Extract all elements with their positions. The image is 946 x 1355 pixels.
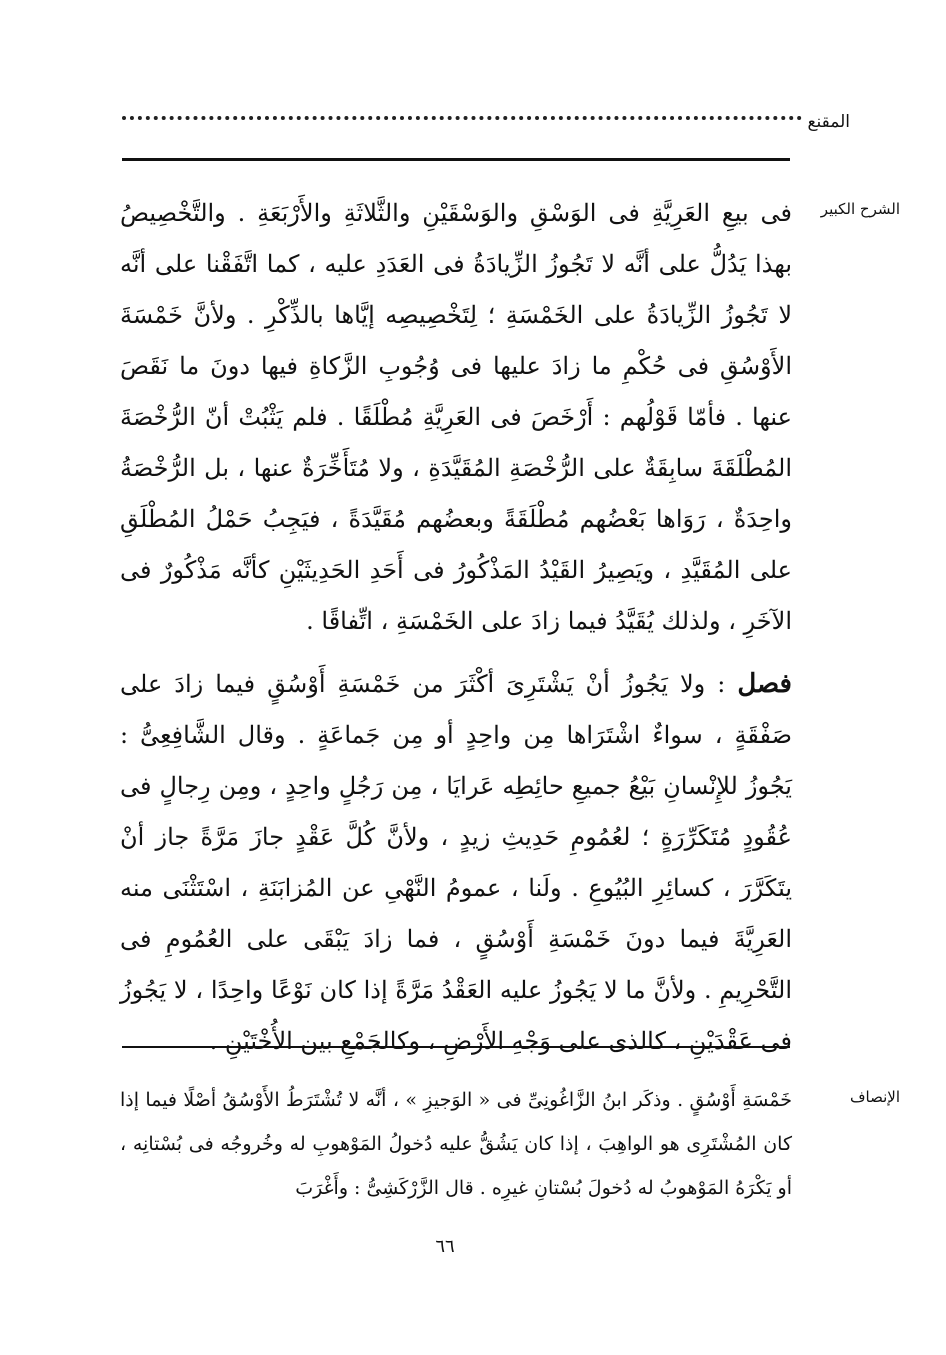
insaf-text-block [120, 1078, 792, 1210]
fasl-heading: فصل [737, 669, 792, 699]
main-text-block [120, 188, 792, 1067]
section-label-sharh: الشرح الكبير [820, 200, 900, 218]
header-rule [122, 158, 790, 161]
main-paragraph-1: فى بيعِ العَرِيَّةِ فى الوَسْقِ والوَسْقَيْنِ والثَّلاثَةِ والأَرْبَعَةِ . والتَّخْصِيصُ بهذا يَدُلُّ على أنَّه لا تَجُوزُ الزِّيادَةُ فى العَدَدِ عليه ، كما اتَّفَقْنا على أنَّه لا تَجُوزُ الزِّيادَةُ على الخَمْسَةِ ؛ لِتَخْصِيصِه إيَّاها بالذِّكْرِ . ولأنَّ خَمْسَةَ الأَوْسُقِ فى حُكْمِ ما زادَ عليها فى وُجُوبِ الزَّكاةِ فيها دونَ ما نَقَصَ عنها . فأمّا قَوْلُهم : أَرْخَصَ فى العَرِيَّةِ مُطْلَقًا . فلم يَثْبُتْ أنّ الرُّخْصَةَ المُطْلَقَةَ سابِقَةٌ على الرُّخْصَةِ المُقَيَّدَةِ ، ولا مُتَأَخِّرَةٌ عنها ، بل الرُّخْصَةُ واحِدَةٌ ، رَوَاها بَعْضُهم مُطْلَقَةً وبعضُهم مُقَيَّدَةً ، فيَجِبُ حَمْلُ المُطْلَقِ على المُقَيَّدِ ، ويَصِيرُ القَيْدُ المَذْكُورُ فى أَحَدِ الحَدِيثَيْنِ كأنَّه مَذْكُورٌ فى الآخَرِ ، ولذلك يُقَيَّدُ فيما زادَ على الخَمْسَةِ ، اتِّفاقًا . [120, 199, 793, 635]
footnote-separator-rule [122, 1046, 790, 1048]
main-paragraph-2 [120, 659, 792, 1067]
header-dotted-line [122, 116, 802, 120]
insaf-paragraph: خَمْسَةِ أَوْسُقٍ . وذكَر ابنُ الزَّاغُونِىِّ فى « الوَجيزِ » ، أنَّه لا تُشْتَرَطُ الأَوْسُقُ أصْلًا فيما إذا كان المُشْتَرِى هو الواهِبَ ، إذا كان يَشُقُّ عليه دُخولُ المَوْهوبِ له وخُروجُه فى بُسْتانِه ، أو يَكْرَهُ المَوْهوبُ له دُخولَ بُسْتانِ غيرِه . قال الزَّرْكَشِىُّ : وأَغْرَبَ [120, 1089, 792, 1199]
running-header-title: المقنع [807, 112, 850, 132]
section-label-insaf: الإنصاف [849, 1088, 900, 1106]
page-number: ٦٦ [435, 1236, 455, 1257]
main-paragraph-2-text: : ولا يَجُوزُ أنْ يَشْتَرِىَ أكْثَرَ من خَمْسَةِ أَوْسُقٍ فيما زادَ على صَفْقَةٍ ، سواءٌ اشْتَرَاها مِن واحِدٍ أو مِن جَماعَةٍ . وقال الشَّافِعِىُّ : يَجُوزُ للإِنْسانِ بَيْعُ جميعِ حائِطِه عَرايَا ، مِن رَجُلٍ واحِدٍ ، ومِن رِجالٍ فى عُقُودٍ مُتَكَرِّرَةٍ ؛ لعُمُومِ حَدِيثِ زيدٍ ، ولأنَّ كُلَّ عَقْدٍ جازَ مَرَّةً جاز أنْ يتَكَرَّرَ ، كسائِرِ البُيُوعِ . ولَنا ، عمومُ النَّهْىِ عن المُزابَنَةِ ، اسْتَثْنَى منه العَرِيَّةَ فيما دونَ خَمْسَةِ أَوْسُقٍ ، فما زادَ يَبْقَى على العُمُومِ فى التَّحْرِيمِ . ولأنَّ ما لا يَجُوزُ عليه العَقْدُ مَرَّةً إذا كان نَوْعًا واحِدًا ، لا يَجُوزُ فى عَقْدَيْنِ ، كالذى على وَجْهِ الأَرْضِ ، وكالجَمْعِ بين الأُخْتَيْنِ . [120, 670, 792, 1055]
